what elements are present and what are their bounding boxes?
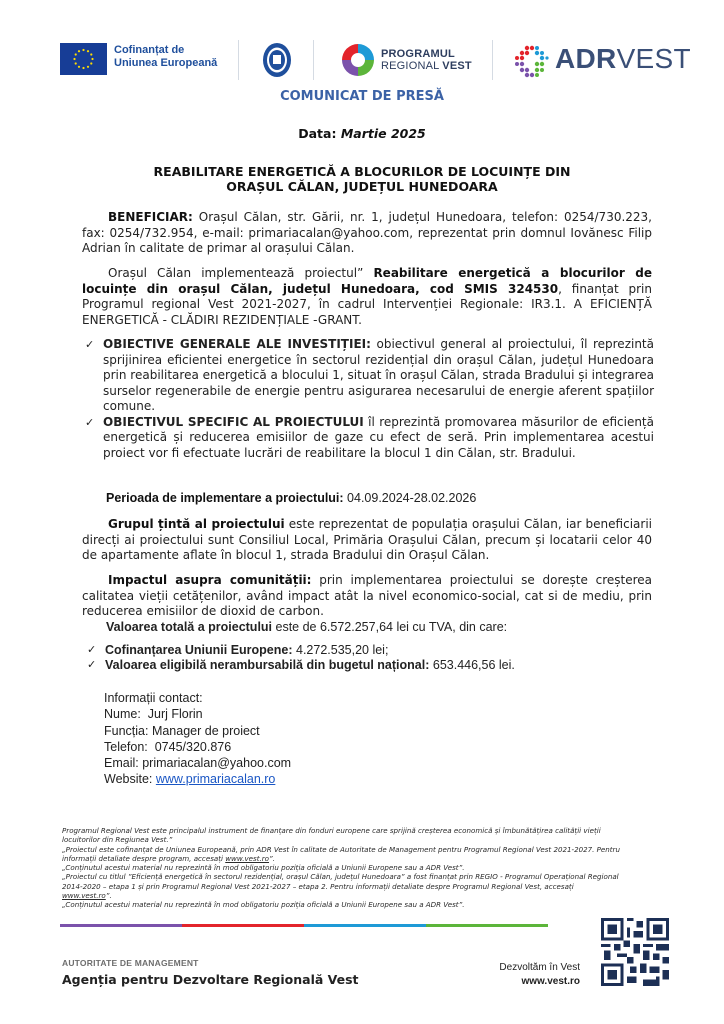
color-bar-segment [426,924,548,927]
program-label-regional: REGIONAL [381,60,443,72]
beneficiary-label: BENEFICIAR: [108,210,193,224]
program-label-vest: VEST [442,60,472,72]
objective-specific-label: OBIECTIVUL SPECIFIC AL PROIECTULUI [103,414,364,429]
objective-general-label: OBIECTIVE GENERALE ALE INVESTIȚIEI: [103,337,371,351]
eu-cofinancing-label [114,44,217,70]
contact-email-label: Email: [104,756,143,771]
project-title [0,164,724,194]
contact-name-label: Nume: [104,707,148,722]
beneficiary-text: Orașul Călan, str. Gării, nr. 1, județul Hunedoara, telefon: 0254/730.223, fax: 0254/732.954, e-mail: primariacalan@yahoo.com, reprezentat prin domnul Iovănesc Filip Adrian în calitate de primar al orașului Călan. [82,210,652,255]
impact-text: prin implementarea proiectului se dorește creșterea calitatea vieții cetățenilor, având impact atât la nivel economico-social, cat si de mediu, prin reducerea emisiilor de dioxid de carbon. [82,573,653,618]
disclaimer-cofinancing-text: „Proiectul este cofinanțat de Uniunea Europeană, prin ADR Vest în calitate de Autoritate de Management pentru Programul Regional Vest 2021-2027. Pentru informații detaliate despre program, accesați [62,844,620,863]
contact-website-link[interactable]: www.primariacalan.ro [155,772,276,787]
funding-eu [84,643,644,658]
contact-email-value: primariacalan@yahoo.com [142,756,292,771]
period-label: Perioada de implementare a proiectului: [106,491,344,505]
contact-phone-label: Telefon: [104,739,155,754]
agency-name: Agenția pentru Dezvoltare Regională Vest [62,972,359,987]
checkmark-icon: ✓ [85,415,95,429]
date-label: Data: [298,126,341,141]
target-group-paragraph [82,517,652,564]
funding-list [84,643,644,673]
qr-code-icon[interactable] [601,918,669,986]
contact-role [104,723,291,739]
contact-phone-value: 0745/320.876 [154,739,232,754]
program-label-line1: PROGRAMUL [381,48,455,60]
implementation-period [106,491,476,505]
authority-label: AUTORITATE DE MANAGEMENT [62,958,199,968]
objectives-list [82,337,654,461]
logo-divider [238,40,239,80]
contact-website [104,771,291,787]
programul-regional-vest-label [381,48,472,72]
project-title-line1: REABILITARE ENERGETICĂ A BLOCURILOR DE LOCUINȚE DIN [153,164,571,179]
disclaimer-project-text: „Proiectul cu titlul ”Eficiență energetică în sectorul rezidențial, orașul Călan, județul Hunedoara” a fost finanțat prin REGIO - Programul Operațional Regional 2014-2020 – etapa 1 și prin Programul Regional Vest 2021-2027 – etapa 2. Pentru informații detaliate despre Programul Regional Vest, accesați [62,872,619,891]
contact-heading: Informații contact: [104,691,203,705]
funding-eu-label: Cofinanțarea Uniunii Europene: [105,643,293,657]
adr-wordmark-bold: ADR [555,43,617,74]
disclaimer-vest-link[interactable]: www.vest.ro [225,853,270,863]
disclaimer-cofinancing [62,845,622,864]
objective-general-text: obiectivul general al proiectului, îl reprezintă sprijinirea eficientei energetice în sectorul rezidențial din orașul Călan, județul Hunedoara prin reabilitarea energetică a blocului 1, situat în orașul Călan, strada Bradului și integrarea surselor regenerabile de energie pentru asigurarea necesarului de energie aferent spațiilor comune. [103,337,654,413]
eu-label-line1: Cofinanțat de [114,44,185,56]
objective-general [82,337,654,415]
disclaimer-cofinancing-end: ”. [269,853,275,863]
color-bar-segment [304,924,426,927]
checkmark-icon: ✓ [87,659,97,671]
target-group-label: Grupul țintă al proiectului [108,517,285,531]
funding-national-value: 653.446,56 lei. [429,658,515,672]
total-value-label: Valoarea totală a proiectului [106,620,273,634]
footer-website[interactable]: www.vest.ro [521,976,580,987]
contact-name-value: Jurj Florin [147,707,203,722]
beneficiary-paragraph [82,210,652,257]
funding-eu-value: 4.272.535,20 lei; [292,643,389,657]
disclaimer-block [62,826,622,910]
disclaimer-program: Programul Regional Vest este principalul instrument de finanțare din fonduri europene care sprijină creșterea economică și îmbunătățirea calității vieții locuitorilor din Regiunea Vest.” [62,826,601,845]
total-value-line [106,620,507,634]
intro-paragraph [82,266,652,328]
color-bar-segment [60,924,182,927]
eu-flag-icon [60,43,107,75]
disclaimer-project-title [62,872,622,900]
checkmark-icon: ✓ [85,338,95,351]
contact-name [104,706,291,722]
intro-project-name: Reabilitare energetică a blocurilor de locuințe din orașul Călan, județul Hunedoara, cod SMIS 324530 [82,266,652,296]
total-value-text: este de 6.572.257,64 lei cu TVA, din care: [272,620,508,634]
disclaimer-vest-link[interactable]: www.vest.ro [62,891,106,901]
intro-suffix: , finanțat prin Programul regional Vest 2021-2027, în cadrul Intervenției Regionale: IR3.1. A EFICIENȚĂ ENERGETICĂ - CLĂDIRI REZIDENȚIALE -GRANT. [82,281,652,327]
disclaimer-content-note: „Conținutul acestui material nu reprezintă în mod obligatoriu poziția oficială a Uniunii Europene sau a ADR Vest”. [62,863,465,873]
impact-paragraph [82,573,652,620]
funding-national-label: Valoarea eligibilă nerambursabilă din bugetul național: [105,658,430,672]
adr-vest-wordmark [555,42,691,76]
contact-website-label: Website: [104,772,156,787]
contact-role-label: Funcția: [104,723,152,738]
adr-vest-dots-icon [513,44,549,80]
slogan: Dezvoltăm în Vest [499,962,580,973]
objective-specific-text: îl reprezintă promovarea măsurilor de eficiență energetică și reducerea emisiilor de gaze cu efect de seră. Prin implementarea acestui proiect vor fi efectuate lucrări de reabilitare la blocul 1 din Călan, str. Bradului. [103,414,654,460]
color-bar-segment [182,924,304,927]
date-value: Martie 2025 [340,126,426,141]
contact-phone [104,739,291,755]
romanian-government-seal-icon [262,42,292,78]
target-group-text: este reprezentat de populația orașului Călan, iar beneficiarii direcți ai proiectului sunt Consiliul Local, Primăria Orașului Călan, precum și locatarii celor 40 de apartamente aflate în blocul 1, strada Bradului din Orașul Călan. [82,517,652,562]
checkmark-icon: ✓ [87,644,97,656]
contact-info [104,690,291,788]
contact-email [104,755,291,771]
disclaimer-content-note: „Conținutul acestui material nu reprezintă în mod obligatoriu poziția oficială a Uniunii Europene sau a ADR Vest”. [62,900,465,910]
disclaimer-project-end: ”. [105,891,112,901]
intro-prefix: Orașul Călan implementează proiectul” [108,266,374,280]
adr-wordmark-light: VEST [616,43,691,74]
date-line [0,126,724,141]
objective-specific [82,415,654,462]
project-title-line2: ORAȘUL CĂLAN, JUDEȚUL HUNEDOARA [226,179,498,194]
press-release-title: COMUNICAT DE PRESĂ [280,89,444,104]
funding-national [84,658,644,673]
logo-divider [313,40,314,80]
impact-label: Impactul asupra comunității: [108,573,312,587]
period-value: 04.09.2024-28.02.2026 [343,491,477,505]
contact-role-value: Manager de proiect [151,723,260,738]
logo-divider [492,40,493,80]
eu-label-line2: Uniunea Europeană [114,57,218,69]
footer-color-bar [60,924,548,927]
programul-regional-vest-logo-icon [341,43,375,77]
